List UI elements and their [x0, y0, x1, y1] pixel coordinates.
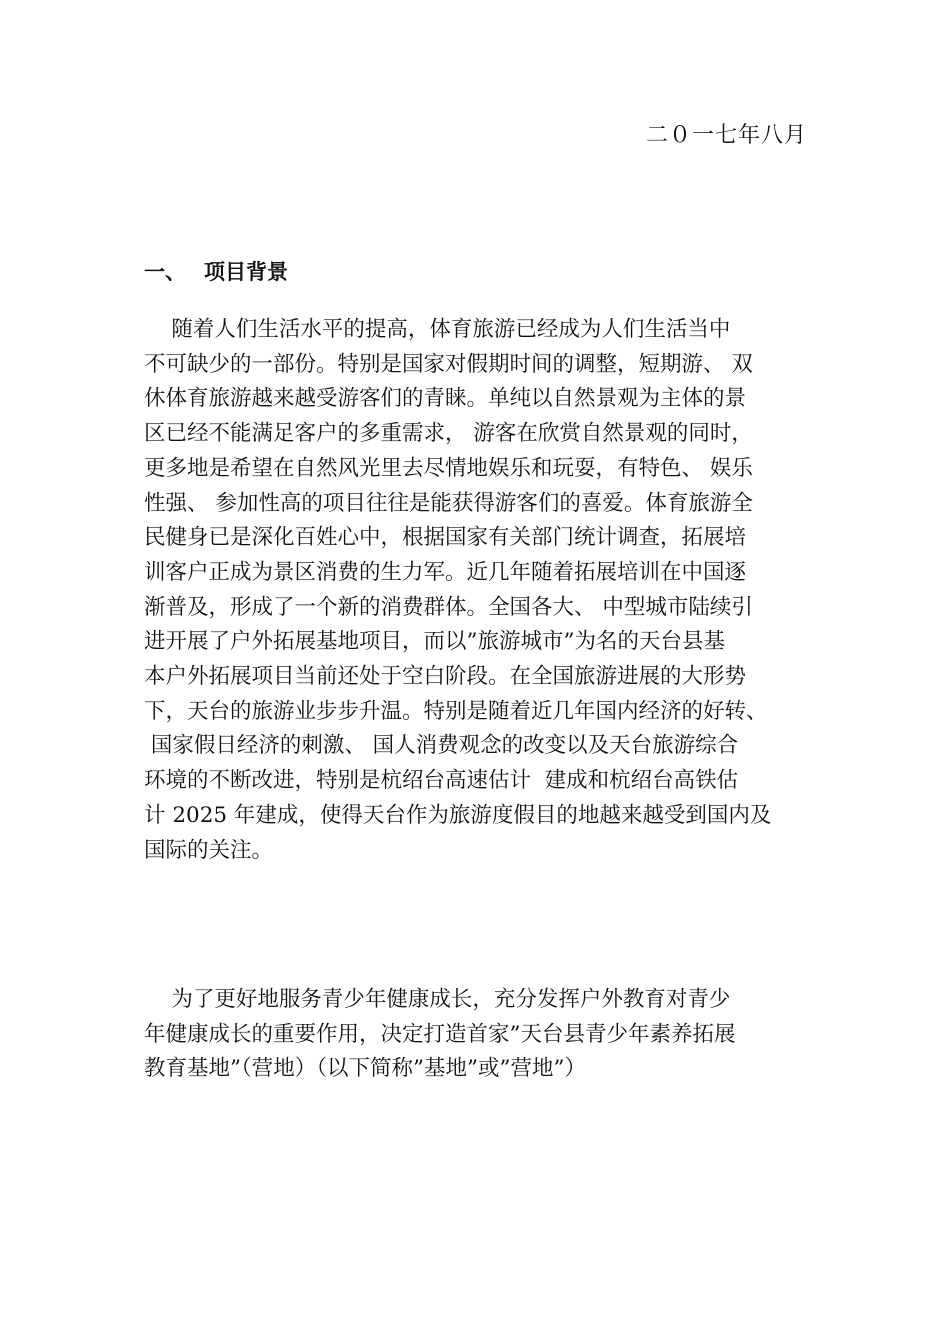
paragraph-line: 本户外拓展项目当前还处于空白阶段。在全国旅游进展的大形势 [144, 664, 747, 690]
paragraph-line: 下，天台的旅游业步步升温。特别是随着近几年国内经济的好转、 [144, 698, 768, 724]
paragraph-line: 计 2025 年建成，使得天台作为旅游度假目的地越来越受到国内及 [144, 802, 772, 828]
section-number: 一、 [144, 259, 186, 284]
paragraph-line: 随着人们生活水平的提高，体育旅游已经成为人们生活当中 [144, 317, 731, 342]
section-heading [144, 256, 288, 288]
paragraph-line: 为了更好地服务青少年健康成长，充分发挥户外教育对青少 [144, 987, 731, 1012]
paragraph-line: 性强、 参加性高的项目往往是能获得游客们的喜爱。体育旅游全 [144, 490, 753, 516]
paragraph-line: 教育基地”（营地）（以下简称”基地”或”营地”） [144, 1056, 586, 1082]
paragraph-line: 区已经不能满足客户的多重需求， 游客在欣赏自然景观的同时， [144, 421, 753, 447]
paragraph-line: 进开展了户外拓展基地项目，而以”旅游城市”为名的天台县基 [144, 629, 725, 655]
purpose-paragraph [144, 983, 824, 1087]
document-date: 二０一七年八月 [646, 123, 808, 148]
paragraph-line: 训客户正成为景区消费的生力军。近几年随着拓展培训在中国逐 [144, 559, 747, 585]
paragraph-line: 国家假日经济的刺激、 国人消费观念的改变以及天台旅游综合 [144, 733, 739, 759]
paragraph-line: 国际的关注。 [144, 837, 274, 863]
paragraph-line: 休体育旅游越来越受游客们的青睐。单纯以自然景观为主体的景 [144, 386, 747, 412]
section-title: 项目背景 [204, 259, 288, 284]
paragraph-line: 环境的不断改进，特别是杭绍台高速估计 建成和杭绍台高铁估 [144, 768, 739, 794]
paragraph-line: 不可缺少的一部份。特别是国家对假期时间的调整，短期游、 双 [144, 351, 753, 377]
paragraph-line: 渐普及，形成了一个新的消费群体。全国各大、 中型城市陆续引 [144, 594, 753, 620]
paragraph-line: 年健康成长的重要作用，决定打造首家”天台县青少年素养拓展 [144, 1021, 736, 1047]
paragraph-line: 民健身已是深化百姓心中，根据国家有关部门统计调查，拓展培 [144, 525, 747, 551]
paragraph-line: 更多地是希望在自然风光里去尽情地娱乐和玩耍，有特色、 娱乐 [144, 455, 753, 481]
background-paragraph [144, 313, 824, 868]
